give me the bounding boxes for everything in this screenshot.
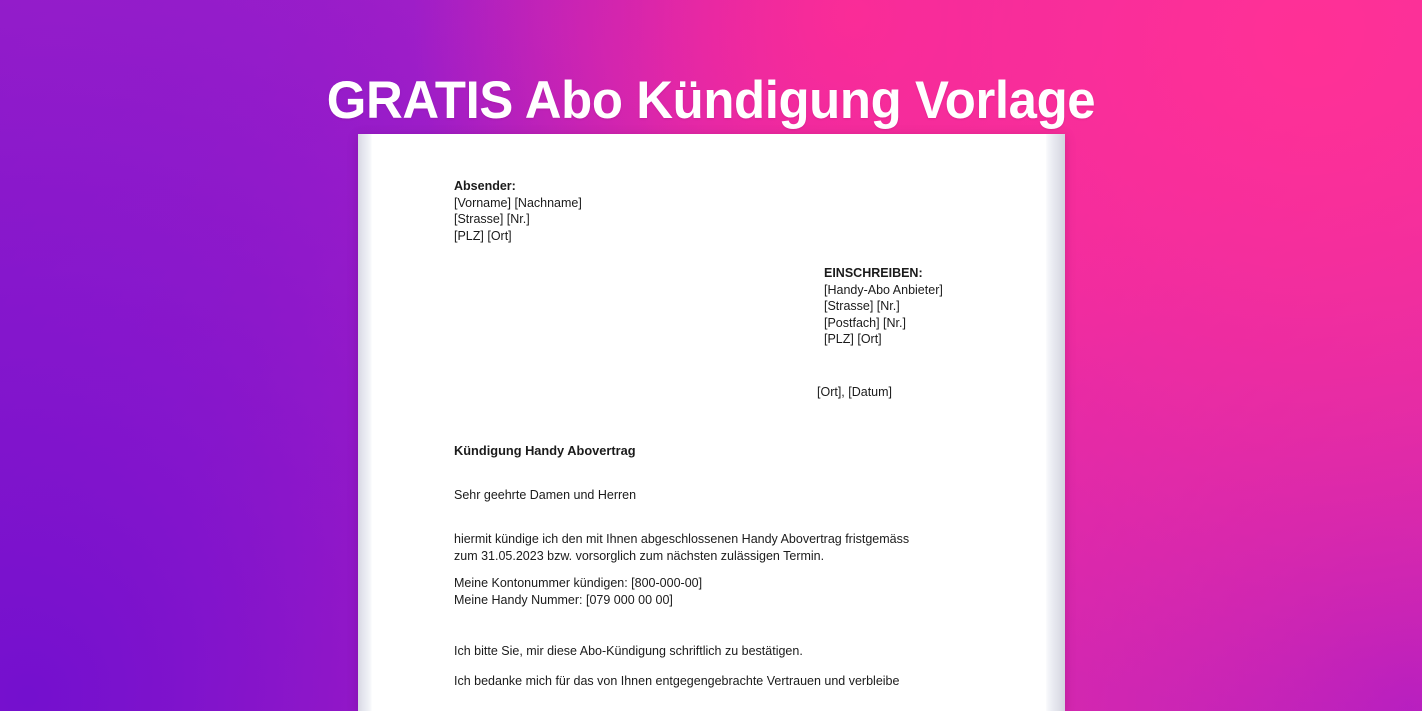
account-number-line: Meine Kontonummer kündigen: [800-000-00] (454, 576, 703, 590)
document-page (372, 134, 1046, 711)
closing-line: Ich bedanke mich für das von Ihnen entgegengebrachte Vertrauen und verbleibe (454, 674, 900, 688)
sender-block (454, 178, 582, 244)
recipient-line-postbox: [Postfach] [Nr.] (824, 315, 906, 330)
account-details (454, 575, 702, 608)
recipient-line-company: [Handy-Abo Anbieter] (824, 282, 943, 297)
page-title: GRATIS Abo Kündigung Vorlage (326, 70, 1096, 130)
date-line: [Ort], [Datum] (817, 385, 893, 399)
confirmation-request: Ich bitte Sie, mir diese Abo-Kündigung schriftlich zu bestätigen. (454, 644, 803, 658)
letter-body (372, 134, 1046, 711)
body-paragraph-line-2: zum 31.05.2023 bzw. vorsorglich zum nächsten zulässigen Termin. (454, 548, 825, 563)
sender-heading: Absender: (454, 179, 516, 193)
recipient-block (824, 265, 943, 348)
document-viewer[interactable] (358, 134, 1065, 711)
sender-line-name: [Vorname] [Nachname] (454, 195, 582, 210)
phone-number-line: Meine Handy Nummer: [079 000 00 00] (454, 592, 673, 607)
salutation: Sehr geehrte Damen und Herren (454, 488, 637, 502)
recipient-line-city: [PLZ] [Ort] (824, 332, 882, 347)
sender-line-city: [PLZ] [Ort] (454, 228, 512, 243)
sender-line-street: [Strasse] [Nr.] (454, 212, 530, 227)
subject-line: Kündigung Handy Abovertrag (454, 443, 636, 458)
body-paragraph (454, 531, 909, 564)
recipient-line-street: [Strasse] [Nr.] (824, 299, 900, 314)
recipient-heading: EINSCHREIBEN: (824, 266, 923, 280)
body-paragraph-line-1: hiermit kündige ich den mit Ihnen abgeschlossenen Handy Abovertrag fristgemäss (454, 532, 910, 546)
